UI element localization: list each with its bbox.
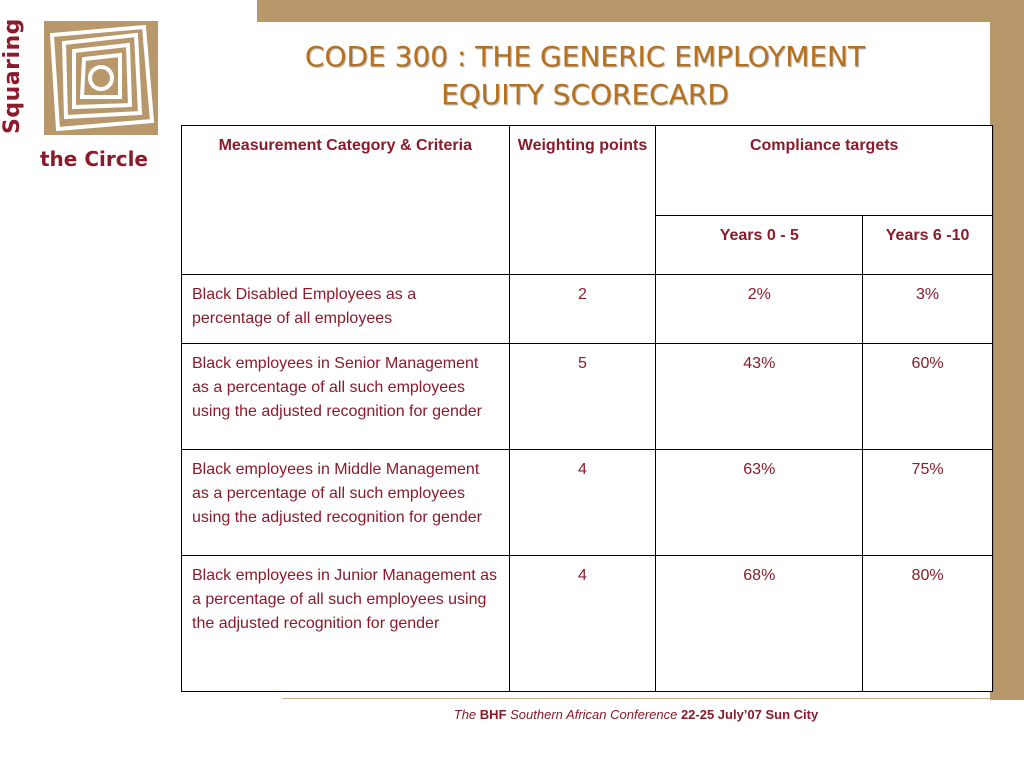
row-points: 5 bbox=[509, 344, 656, 450]
page-title bbox=[200, 38, 970, 114]
row-years-0-5: 43% bbox=[656, 344, 863, 450]
row-category: Black Disabled Employees as a percentage of all employees bbox=[182, 275, 510, 344]
title-line-1: CODE 300 : THE GENERIC EMPLOYMENT bbox=[304, 40, 866, 73]
logo bbox=[0, 0, 175, 180]
row-years-6-10: 3% bbox=[863, 275, 993, 344]
row-years-6-10: 75% bbox=[863, 450, 993, 556]
table-row bbox=[182, 275, 993, 344]
row-years-6-10: 60% bbox=[863, 344, 993, 450]
footer bbox=[282, 707, 990, 722]
row-points: 2 bbox=[509, 275, 656, 344]
footer-bhf: BHF bbox=[479, 707, 507, 722]
row-years-0-5: 2% bbox=[656, 275, 863, 344]
header-category: Measurement Category & Criteria bbox=[182, 126, 510, 275]
row-years-0-5: 63% bbox=[656, 450, 863, 556]
top-accent-band bbox=[257, 0, 1024, 22]
header-years-6-10: Years 6 -10 bbox=[863, 216, 993, 275]
footer-conference: Southern African Conference bbox=[510, 707, 678, 722]
logo-vertical-text: Squaring bbox=[0, 18, 25, 134]
row-years-0-5: 68% bbox=[656, 556, 863, 692]
logo-squares-icon bbox=[44, 21, 158, 135]
header-compliance: Compliance targets bbox=[656, 126, 993, 216]
table-row bbox=[182, 344, 993, 450]
row-category: Black employees in Middle Management as a percentage of all such employees using the adjusted recognition for gender bbox=[182, 450, 510, 556]
footer-dates: 22-25 July’07 Sun City bbox=[680, 707, 819, 722]
header-years-0-5: Years 0 - 5 bbox=[656, 216, 863, 275]
table-row bbox=[182, 556, 993, 692]
footer-divider bbox=[282, 698, 990, 699]
row-points: 4 bbox=[509, 556, 656, 692]
header-row bbox=[182, 126, 993, 216]
logo-subtext: the Circle bbox=[40, 147, 148, 171]
scorecard-table bbox=[181, 125, 993, 692]
header-weighting: Weighting points bbox=[509, 126, 656, 275]
row-category: Black employees in Junior Management as a percentage of all such employees using the adjusted recognition for gender bbox=[182, 556, 510, 692]
row-points: 4 bbox=[509, 450, 656, 556]
right-accent-band bbox=[990, 0, 1024, 700]
table-row bbox=[182, 450, 993, 556]
row-category: Black employees in Senior Management as a percentage of all such employees using the adjusted recognition for gender bbox=[182, 344, 510, 450]
title-line-2: EQUITY SCORECARD bbox=[441, 78, 729, 111]
footer-the: The bbox=[453, 707, 477, 722]
row-years-6-10: 80% bbox=[863, 556, 993, 692]
